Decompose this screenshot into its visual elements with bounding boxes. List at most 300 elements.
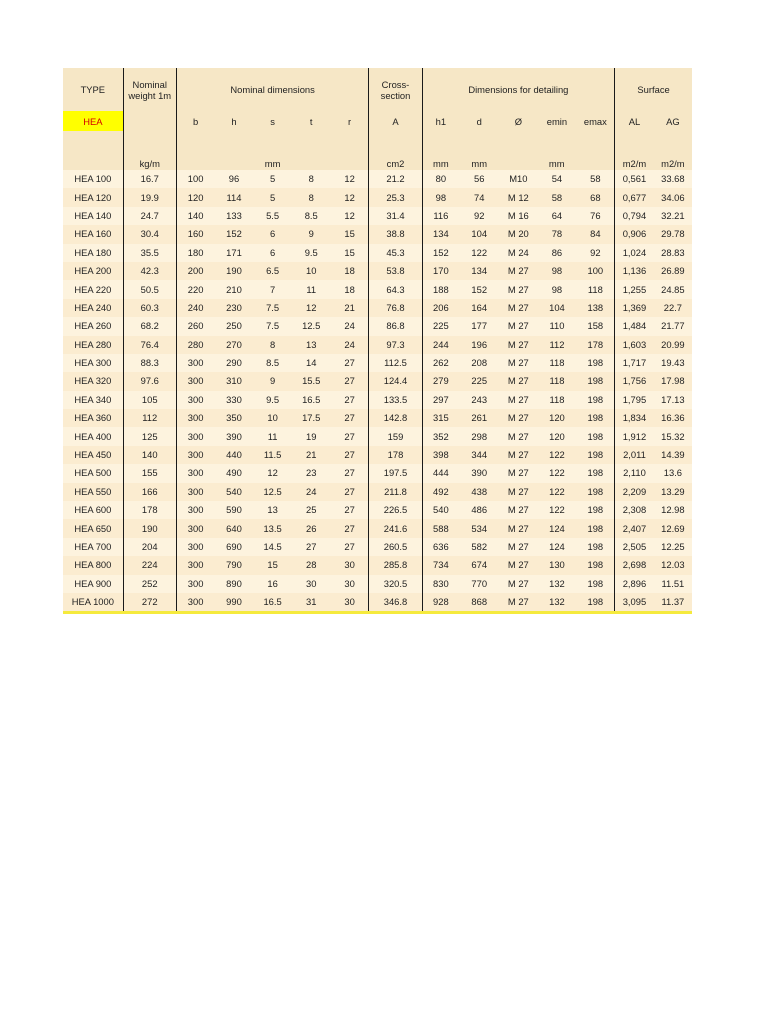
table-cell: 86 xyxy=(537,244,576,262)
unit-weight: kg/m xyxy=(123,150,176,170)
table-cell: 27 xyxy=(331,519,369,537)
table-cell: 27 xyxy=(331,446,369,464)
table-cell: 12.98 xyxy=(654,501,692,519)
table-cell: 100 xyxy=(176,170,214,188)
table-cell: 12 xyxy=(254,464,292,482)
table-cell: 122 xyxy=(537,464,576,482)
table-cell: M 12 xyxy=(499,188,537,206)
table-cell: 152 xyxy=(214,225,253,243)
table-cell: 300 xyxy=(176,409,214,427)
table-cell: 15 xyxy=(331,244,369,262)
table-cell: 118 xyxy=(577,280,615,298)
table-cell: M 27 xyxy=(499,409,537,427)
table-cell: 11.37 xyxy=(654,593,692,611)
table-cell: 1,369 xyxy=(615,299,654,317)
table-cell: 8.5 xyxy=(292,207,331,225)
table-cell: 122 xyxy=(459,244,499,262)
table-cell: 1,795 xyxy=(615,391,654,409)
table-row xyxy=(63,372,692,390)
col-r: r xyxy=(331,111,369,131)
table-cell: 298 xyxy=(459,427,499,445)
table-cell: 11.5 xyxy=(254,446,292,464)
table-cell: 26.89 xyxy=(654,262,692,280)
table-row xyxy=(63,519,692,537)
table-cell: 12 xyxy=(331,170,369,188)
table-cell: 74 xyxy=(459,188,499,206)
table-cell: 120 xyxy=(176,188,214,206)
table-cell: 16.36 xyxy=(654,409,692,427)
table-cell: 177 xyxy=(459,317,499,335)
col-t: t xyxy=(292,111,331,131)
table-cell: 8 xyxy=(292,170,331,188)
table-cell: 138 xyxy=(577,299,615,317)
table-cell: 19.43 xyxy=(654,354,692,372)
table-row xyxy=(63,244,692,262)
table-cell: 204 xyxy=(123,538,176,556)
unit-dims: mm xyxy=(176,150,369,170)
table-cell: 300 xyxy=(176,575,214,593)
table-cell: 18 xyxy=(331,262,369,280)
col-emax: emax xyxy=(577,111,615,131)
table-cell: 118 xyxy=(537,391,576,409)
table-cell: 132 xyxy=(537,593,576,611)
table-cell: 124.4 xyxy=(369,372,422,390)
table-cell: 105 xyxy=(123,391,176,409)
table-cell: 134 xyxy=(422,225,459,243)
table-cell: 13.29 xyxy=(654,483,692,501)
table-cell: 198 xyxy=(577,446,615,464)
table-cell: 1,834 xyxy=(615,409,654,427)
table-header xyxy=(63,68,692,170)
table-cell: 27 xyxy=(331,464,369,482)
profile-table-sheet xyxy=(63,68,692,614)
table-row xyxy=(63,354,692,372)
table-cell: 122 xyxy=(537,446,576,464)
table-cell: 240 xyxy=(176,299,214,317)
table-cell: 97.3 xyxy=(369,336,422,354)
table-cell: 211.8 xyxy=(369,483,422,501)
table-cell: 35.5 xyxy=(123,244,176,262)
table-cell: 27 xyxy=(331,354,369,372)
table-cell: 45.3 xyxy=(369,244,422,262)
table-cell: M 27 xyxy=(499,501,537,519)
profile-type-cell: HEA 800 xyxy=(63,556,123,574)
table-cell: 197.5 xyxy=(369,464,422,482)
table-cell: 770 xyxy=(459,575,499,593)
profile-type-cell: HEA 300 xyxy=(63,354,123,372)
hea-profile-table xyxy=(63,68,692,611)
table-cell: 140 xyxy=(176,207,214,225)
table-cell: 5 xyxy=(254,188,292,206)
table-cell: 24 xyxy=(292,483,331,501)
profile-type-cell: HEA 900 xyxy=(63,575,123,593)
table-cell: 300 xyxy=(176,391,214,409)
table-cell: 1,912 xyxy=(615,427,654,445)
table-cell: 34.06 xyxy=(654,188,692,206)
table-cell: 164 xyxy=(459,299,499,317)
table-cell: 230 xyxy=(214,299,253,317)
profile-type-cell: HEA 160 xyxy=(63,225,123,243)
table-cell: 13 xyxy=(254,501,292,519)
table-cell: 285.8 xyxy=(369,556,422,574)
table-cell: 208 xyxy=(459,354,499,372)
table-cell: 29.78 xyxy=(654,225,692,243)
table-cell: 190 xyxy=(123,519,176,537)
table-cell: M 27 xyxy=(499,556,537,574)
table-cell: 582 xyxy=(459,538,499,556)
table-cell: 25.3 xyxy=(369,188,422,206)
table-cell: 344 xyxy=(459,446,499,464)
table-cell: 252 xyxy=(123,575,176,593)
table-cell: 98 xyxy=(537,280,576,298)
table-cell: 142.8 xyxy=(369,409,422,427)
cross-section-header: Cross-section xyxy=(369,68,422,111)
profile-type-cell: HEA 600 xyxy=(63,501,123,519)
dimensions-detailing-header: Dimensions for detailing xyxy=(422,68,615,111)
table-cell: 198 xyxy=(577,372,615,390)
profile-type-cell: HEA 340 xyxy=(63,391,123,409)
table-cell: 16.5 xyxy=(254,593,292,611)
table-cell: 330 xyxy=(214,391,253,409)
table-cell: 30.4 xyxy=(123,225,176,243)
table-cell: 300 xyxy=(176,556,214,574)
table-cell: 2,407 xyxy=(615,519,654,537)
table-cell: 27 xyxy=(331,391,369,409)
table-cell: 27 xyxy=(292,538,331,556)
table-cell: 155 xyxy=(123,464,176,482)
table-cell: 58 xyxy=(537,188,576,206)
table-cell: 14 xyxy=(292,354,331,372)
table-row xyxy=(63,188,692,206)
col-al: AL xyxy=(615,111,654,131)
table-cell: 86.8 xyxy=(369,317,422,335)
table-cell: 262 xyxy=(422,354,459,372)
profile-type-cell: HEA 650 xyxy=(63,519,123,537)
table-cell: 2,896 xyxy=(615,575,654,593)
weight-col-label xyxy=(123,111,176,131)
table-cell: 17.5 xyxy=(292,409,331,427)
table-cell: 734 xyxy=(422,556,459,574)
table-cell: M 27 xyxy=(499,299,537,317)
table-cell: 92 xyxy=(459,207,499,225)
table-cell: 76.4 xyxy=(123,336,176,354)
table-cell: 20.99 xyxy=(654,336,692,354)
table-cell: 27 xyxy=(331,427,369,445)
table-cell: 100 xyxy=(577,262,615,280)
table-row xyxy=(63,593,692,611)
table-cell: 1,484 xyxy=(615,317,654,335)
table-cell: 346.8 xyxy=(369,593,422,611)
table-cell: 225 xyxy=(422,317,459,335)
table-cell: 88.3 xyxy=(123,354,176,372)
table-cell: 241.6 xyxy=(369,519,422,537)
table-row xyxy=(63,207,692,225)
table-cell: 16.7 xyxy=(123,170,176,188)
table-row xyxy=(63,556,692,574)
table-cell: 112 xyxy=(537,336,576,354)
table-cell: M 27 xyxy=(499,446,537,464)
table-cell: 320.5 xyxy=(369,575,422,593)
table-cell: 0,906 xyxy=(615,225,654,243)
table-cell: 279 xyxy=(422,372,459,390)
table-cell: 8 xyxy=(292,188,331,206)
table-cell: 76.8 xyxy=(369,299,422,317)
table-cell: 132 xyxy=(537,575,576,593)
table-cell: 15.5 xyxy=(292,372,331,390)
table-cell: 0,561 xyxy=(615,170,654,188)
table-cell: 6.5 xyxy=(254,262,292,280)
table-cell: 2,110 xyxy=(615,464,654,482)
table-cell: 8 xyxy=(254,336,292,354)
col-emin: emin xyxy=(537,111,576,131)
profile-type-cell: HEA 120 xyxy=(63,188,123,206)
table-cell: 24.7 xyxy=(123,207,176,225)
table-cell: 534 xyxy=(459,519,499,537)
table-cell: 13 xyxy=(292,336,331,354)
table-cell: M 16 xyxy=(499,207,537,225)
table-cell: M 27 xyxy=(499,575,537,593)
table-cell: M 27 xyxy=(499,538,537,556)
table-cell: 198 xyxy=(577,538,615,556)
table-cell: M 27 xyxy=(499,391,537,409)
table-cell: 24 xyxy=(331,317,369,335)
col-d: d xyxy=(459,111,499,131)
table-cell: 490 xyxy=(214,464,253,482)
table-cell: 64 xyxy=(537,207,576,225)
table-cell: 10 xyxy=(292,262,331,280)
table-cell: 640 xyxy=(214,519,253,537)
table-cell: 540 xyxy=(422,501,459,519)
table-cell: 28 xyxy=(292,556,331,574)
table-cell: 198 xyxy=(577,483,615,501)
table-cell: 31.4 xyxy=(369,207,422,225)
table-bottom-rule xyxy=(63,611,692,614)
table-cell: 159 xyxy=(369,427,422,445)
table-cell: 390 xyxy=(459,464,499,482)
table-cell: 80 xyxy=(422,170,459,188)
unit-ag: m2/m xyxy=(654,150,692,170)
table-cell: 17.98 xyxy=(654,372,692,390)
table-cell: 244 xyxy=(422,336,459,354)
table-cell: 243 xyxy=(459,391,499,409)
table-cell: 300 xyxy=(176,464,214,482)
table-cell: 27 xyxy=(331,538,369,556)
profile-type-cell: HEA 260 xyxy=(63,317,123,335)
table-cell: 42.3 xyxy=(123,262,176,280)
table-cell: 21 xyxy=(292,446,331,464)
table-cell: 588 xyxy=(422,519,459,537)
table-cell: 11 xyxy=(254,427,292,445)
table-cell: 297 xyxy=(422,391,459,409)
profile-type-cell: HEA 1000 xyxy=(63,593,123,611)
table-cell: 2,308 xyxy=(615,501,654,519)
table-cell: 1,136 xyxy=(615,262,654,280)
table-cell: 16.5 xyxy=(292,391,331,409)
table-cell: 54 xyxy=(537,170,576,188)
table-cell: 133 xyxy=(214,207,253,225)
table-row xyxy=(63,446,692,464)
table-cell: 38.8 xyxy=(369,225,422,243)
profile-type-cell: HEA 550 xyxy=(63,483,123,501)
table-cell: 68 xyxy=(577,188,615,206)
table-cell: 225 xyxy=(459,372,499,390)
table-cell: 444 xyxy=(422,464,459,482)
table-cell: 272 xyxy=(123,593,176,611)
table-cell: 28.83 xyxy=(654,244,692,262)
table-cell: 636 xyxy=(422,538,459,556)
table-cell: 300 xyxy=(176,354,214,372)
table-cell: 1,024 xyxy=(615,244,654,262)
table-cell: 27 xyxy=(331,501,369,519)
table-cell: 30 xyxy=(331,556,369,574)
table-cell: 226.5 xyxy=(369,501,422,519)
table-cell: 310 xyxy=(214,372,253,390)
table-cell: 6 xyxy=(254,244,292,262)
table-cell: 300 xyxy=(176,372,214,390)
table-cell: 492 xyxy=(422,483,459,501)
table-cell: 8.5 xyxy=(254,354,292,372)
table-row xyxy=(63,409,692,427)
table-cell: 25 xyxy=(292,501,331,519)
table-cell: 152 xyxy=(459,280,499,298)
table-row xyxy=(63,575,692,593)
table-cell: M 20 xyxy=(499,225,537,243)
table-cell: 2,209 xyxy=(615,483,654,501)
profile-type-cell: HEA 220 xyxy=(63,280,123,298)
table-cell: 12 xyxy=(331,207,369,225)
table-cell: 486 xyxy=(459,501,499,519)
table-cell: 690 xyxy=(214,538,253,556)
table-cell: 300 xyxy=(176,538,214,556)
table-cell: 12.5 xyxy=(254,483,292,501)
table-cell: 261 xyxy=(459,409,499,427)
table-cell: 1,255 xyxy=(615,280,654,298)
table-cell: 120 xyxy=(537,409,576,427)
table-cell: 12.5 xyxy=(292,317,331,335)
table-cell: 12.03 xyxy=(654,556,692,574)
table-cell: M 27 xyxy=(499,483,537,501)
table-cell: 590 xyxy=(214,501,253,519)
table-cell: 928 xyxy=(422,593,459,611)
table-cell: 30 xyxy=(331,575,369,593)
table-cell: 112.5 xyxy=(369,354,422,372)
table-cell: 198 xyxy=(577,354,615,372)
profile-type-cell: HEA 200 xyxy=(63,262,123,280)
table-cell: 12.25 xyxy=(654,538,692,556)
table-cell: 122 xyxy=(537,483,576,501)
table-cell: 198 xyxy=(577,593,615,611)
table-cell: M 27 xyxy=(499,262,537,280)
table-cell: M 27 xyxy=(499,372,537,390)
table-cell: 1,603 xyxy=(615,336,654,354)
table-cell: 56 xyxy=(459,170,499,188)
table-cell: 78 xyxy=(537,225,576,243)
table-cell: 32.21 xyxy=(654,207,692,225)
table-row xyxy=(63,299,692,317)
table-cell: 13.5 xyxy=(254,519,292,537)
table-row xyxy=(63,538,692,556)
table-cell: M 27 xyxy=(499,317,537,335)
table-cell: 990 xyxy=(214,593,253,611)
table-cell: 13.6 xyxy=(654,464,692,482)
col-s: s xyxy=(254,111,292,131)
table-cell: 11 xyxy=(292,280,331,298)
table-cell: 674 xyxy=(459,556,499,574)
table-cell: 118 xyxy=(537,372,576,390)
table-cell: 180 xyxy=(176,244,214,262)
table-cell: 120 xyxy=(537,427,576,445)
unit-h1: mm xyxy=(422,150,459,170)
table-cell: 3,095 xyxy=(615,593,654,611)
table-cell: 97.6 xyxy=(123,372,176,390)
table-cell: 438 xyxy=(459,483,499,501)
table-cell: 0,677 xyxy=(615,188,654,206)
table-cell: 11.51 xyxy=(654,575,692,593)
profile-type-cell: HEA 500 xyxy=(63,464,123,482)
col-ag: AG xyxy=(654,111,692,131)
table-cell: 270 xyxy=(214,336,253,354)
table-cell: 96 xyxy=(214,170,253,188)
table-cell: 14.5 xyxy=(254,538,292,556)
table-cell: 15 xyxy=(254,556,292,574)
table-cell: 14.39 xyxy=(654,446,692,464)
table-cell: 540 xyxy=(214,483,253,501)
table-cell: 92 xyxy=(577,244,615,262)
table-cell: 830 xyxy=(422,575,459,593)
table-cell: 160 xyxy=(176,225,214,243)
series-label: HEA xyxy=(63,111,123,131)
table-row xyxy=(63,391,692,409)
table-cell: 1,717 xyxy=(615,354,654,372)
table-cell: 300 xyxy=(176,483,214,501)
profile-type-cell: HEA 700 xyxy=(63,538,123,556)
table-body xyxy=(63,170,692,611)
table-cell: 10 xyxy=(254,409,292,427)
table-row xyxy=(63,317,692,335)
table-cell: 24.85 xyxy=(654,280,692,298)
table-cell: 26 xyxy=(292,519,331,537)
table-cell: 7.5 xyxy=(254,299,292,317)
table-cell: 300 xyxy=(176,501,214,519)
profile-type-cell: HEA 280 xyxy=(63,336,123,354)
table-cell: 114 xyxy=(214,188,253,206)
unit-e: mm xyxy=(499,150,614,170)
nominal-weight-header: Nominal weight 1m xyxy=(123,68,176,111)
table-cell: 9.5 xyxy=(292,244,331,262)
nominal-dimensions-header: Nominal dimensions xyxy=(176,68,369,111)
table-cell: 110 xyxy=(537,317,576,335)
table-cell: 15.32 xyxy=(654,427,692,445)
table-row xyxy=(63,336,692,354)
profile-type-cell: HEA 180 xyxy=(63,244,123,262)
table-cell: 196 xyxy=(459,336,499,354)
col-a: A xyxy=(369,111,422,131)
table-cell: 280 xyxy=(176,336,214,354)
table-cell: 5 xyxy=(254,170,292,188)
table-cell: 24 xyxy=(331,336,369,354)
table-cell: 7 xyxy=(254,280,292,298)
table-cell: M 27 xyxy=(499,336,537,354)
col-h: h xyxy=(214,111,253,131)
table-cell: 178 xyxy=(369,446,422,464)
table-cell: 98 xyxy=(422,188,459,206)
table-cell: 166 xyxy=(123,483,176,501)
table-cell: 198 xyxy=(577,556,615,574)
table-cell: 50.5 xyxy=(123,280,176,298)
table-cell: 12 xyxy=(331,188,369,206)
table-cell: 190 xyxy=(214,262,253,280)
table-cell: 134 xyxy=(459,262,499,280)
